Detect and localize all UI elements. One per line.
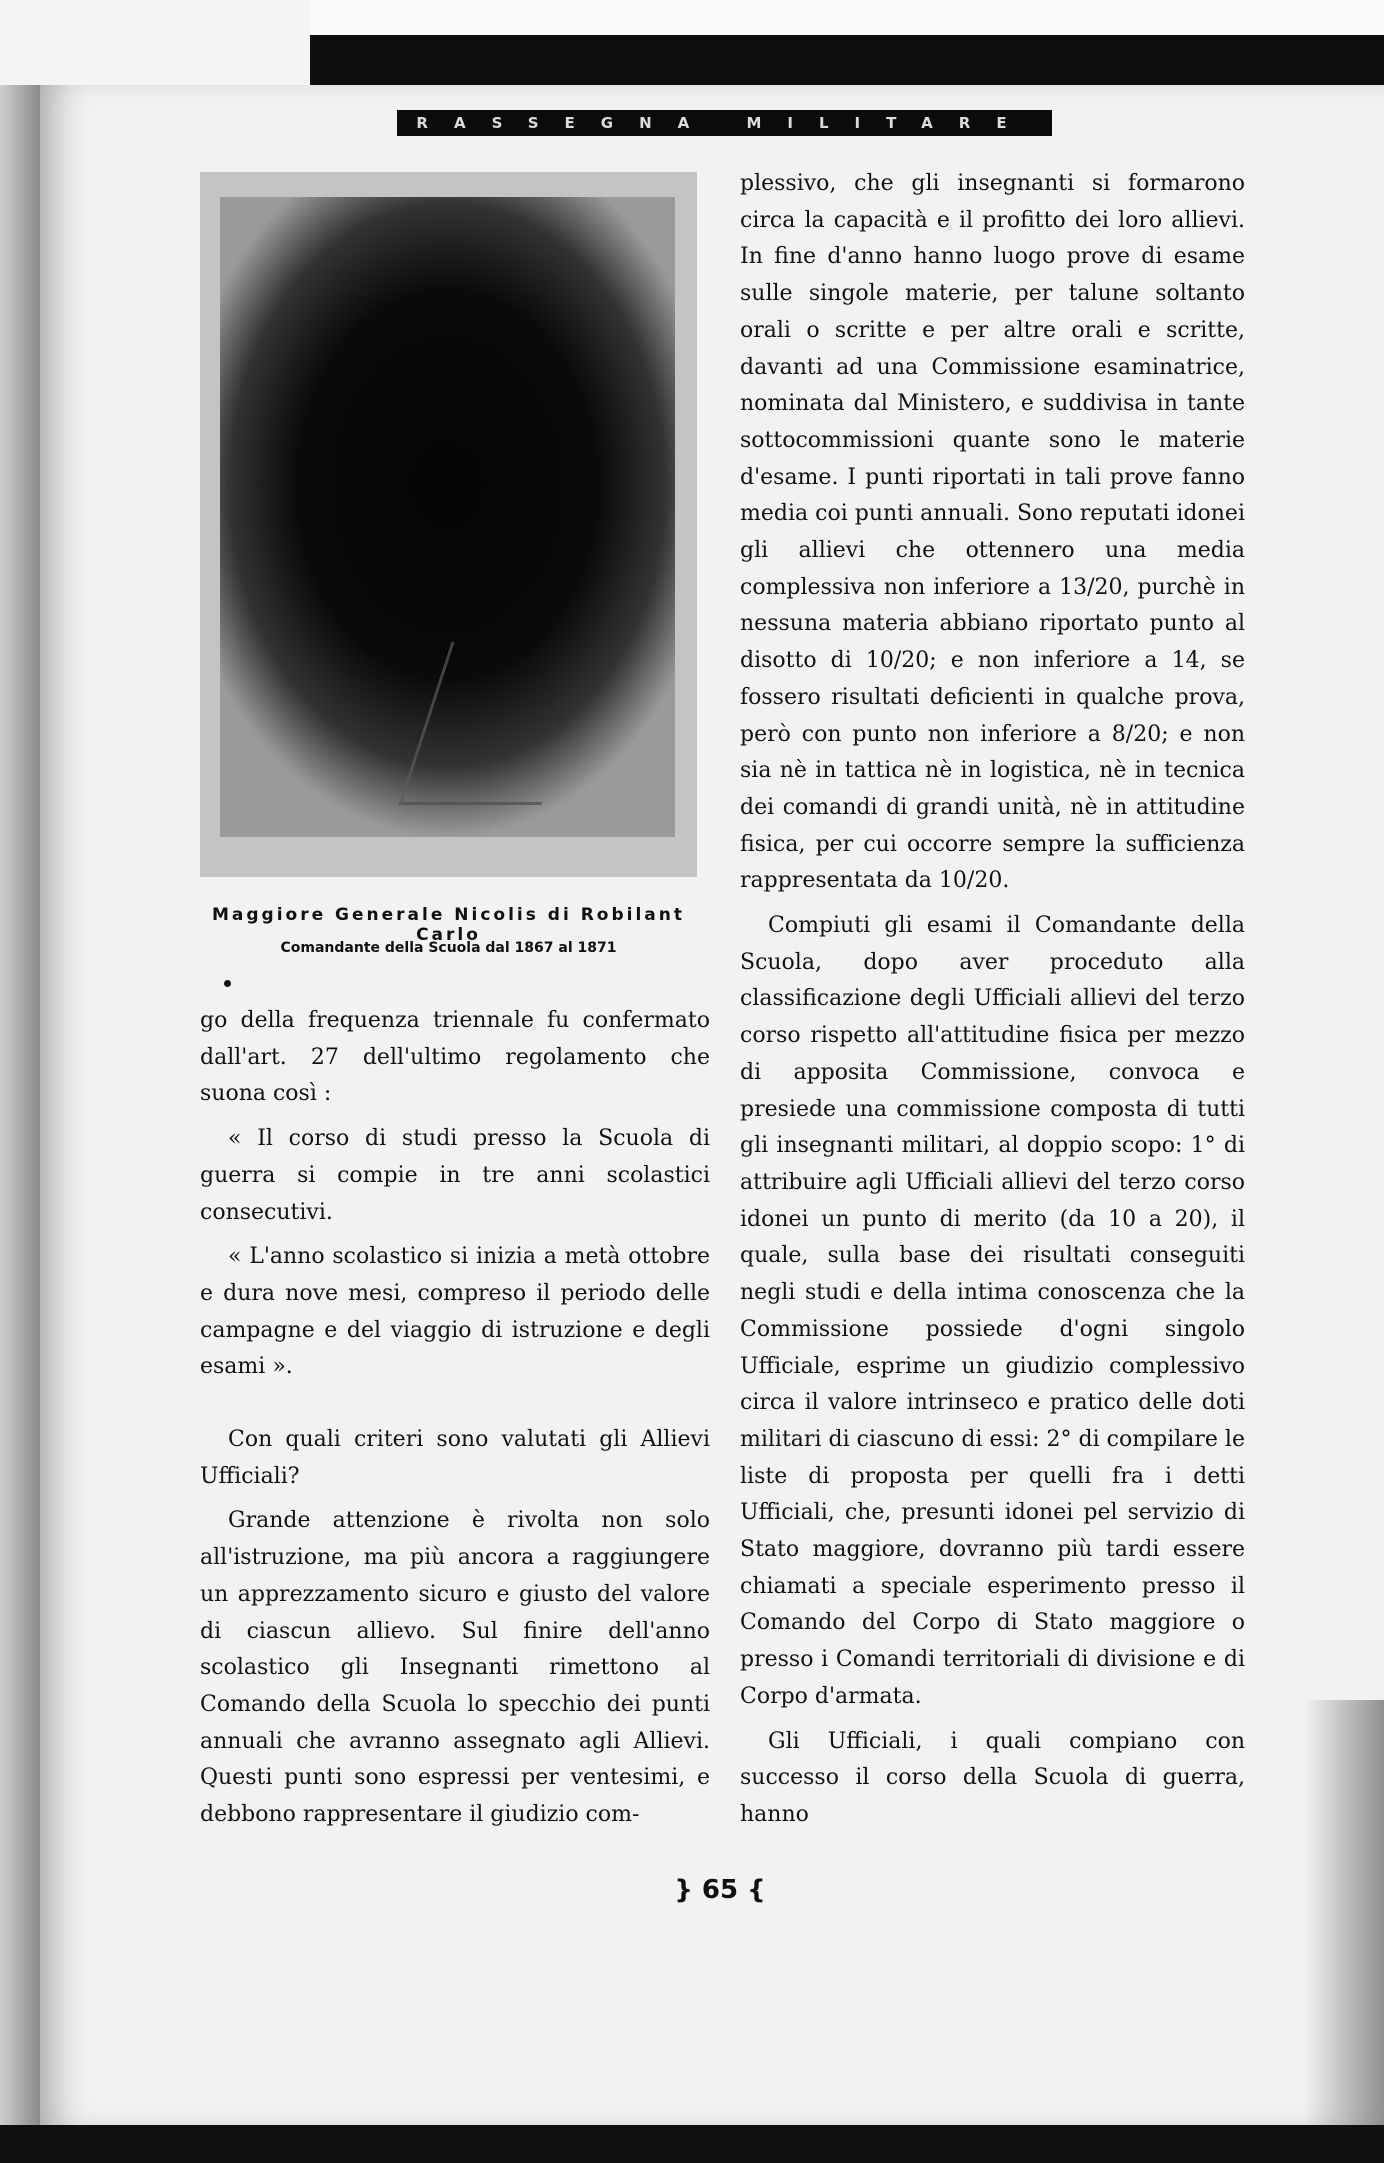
paragraph: Grande attenzione è rivolta non solo all'istruzione, ma più ancora a raggiungere un apprezzamento sicuro e giusto del valore di ciascun allievo. Sul finire dell'anno scolastico gli Insegnanti rimettono al Comando della Scuola lo specchio dei punti annuali che avranno assegnato agli Allievi. Questi punti sono espressi per ventesimi, e debbono rappresentare il giudizio com- (200, 1508, 710, 1828)
page-number: } 65 { (674, 1875, 766, 1905)
section-question: Con quali criteri sono valutati gli Allievi Ufficiali? (200, 1427, 710, 1489)
paragraph: « L'anno scolastico si inizia a metà ottobre e dura nove mesi, compreso il periodo delle campagne e del viaggio di istruzione e degli esami ». (200, 1244, 710, 1380)
running-header: RASSEGNA MILITARE (397, 110, 1052, 136)
photo-caption-name: Maggiore Generale Nicolis di Robilant Carlo (211, 905, 686, 945)
right-column (740, 166, 1245, 1834)
paragraph: go della frequenza triennale fu confermato dall'art. 27 dell'ultimo regolamento che suona così : (200, 1008, 710, 1107)
paragraph: Gli Ufficiali, i quali compiano con successo il corso della Scuola di guerra, hanno (740, 1728, 1245, 1827)
page-curl-shadow (1304, 1700, 1384, 2130)
paragraph: plessivo, che gli insegnanti si formarono circa la capacità e il profitto dei loro allievi. In fine d'anno hanno luogo prove di esame sulle singole materie, per talune soltanto orali o scritte e per altre orali e scritte, davanti ad una Commissione esaminatrice, nominata dal Ministero, e suddivisa in tante sottocommissioni quante sono le materie d'esame. I punti riportati in tali prove fanno media coi punti annuali. Sono reputati idonei gli allievi che ottennero una media complessiva non inferiore a 13/20, purchè in nessuna materia abbiano riportato punto al disotto di 10/20; e non inferiore a 14, se fossero risultati deficienti in qualche prova, però con punto non inferiore a 8/20; e non sia nè in tattica nè in logistica, nè in tecnica dei comandi di grandi unità, nè in attitudine fisica, per cui occorre sempre la sufficienza rappresentata da 10/20. (740, 171, 1245, 894)
bullet-mark (224, 980, 231, 987)
photo-caption-role: Comandante della Scuola dal 1867 al 1871 (280, 940, 617, 956)
paragraph: Compiuti gli esami il Comandante della Scuola, dopo aver proceduto alla classificazione degli Ufficiali allievi del terzo corso rispetto all'attitudine fisica per mezzo di apposita Commissione, convoca e presiede una commissione composta di tutti gli insegnanti militari, al doppio scopo: 1° di attribuire agli Ufficiali allievi del terzo corso idonei un punto di merito (da 10 a 20), il quale, sulla base dei risultati conseguiti negli studi e della intima conoscenza che la Commissione possiede d'ogni singolo Ufficiale, esprime un giudizio complessivo circa il valore intrinseco e pratico delle doti militari di ciascuno di essi: 2° di compilare le liste di proposta per quelli fra i detti Ufficiali, che, presunti idonei pel servizio di Stato maggiore, dovranno più tardi essere chiamati a speciale esperimento presso il Comando del Corpo di Stato maggiore o presso i Comandi territoriali di divisione e di Corpo d'armata. (740, 913, 1245, 1709)
scan-top-left-margin (0, 0, 310, 95)
paragraph: « Il corso di studi presso la Scuola di guerra si compie in tre anni scolastici consecutivi. (200, 1126, 710, 1225)
portrait-photo (200, 172, 697, 877)
left-column (200, 1003, 710, 1834)
scan-left-edge (0, 85, 40, 2125)
scan-bottom-border (0, 2125, 1384, 2163)
